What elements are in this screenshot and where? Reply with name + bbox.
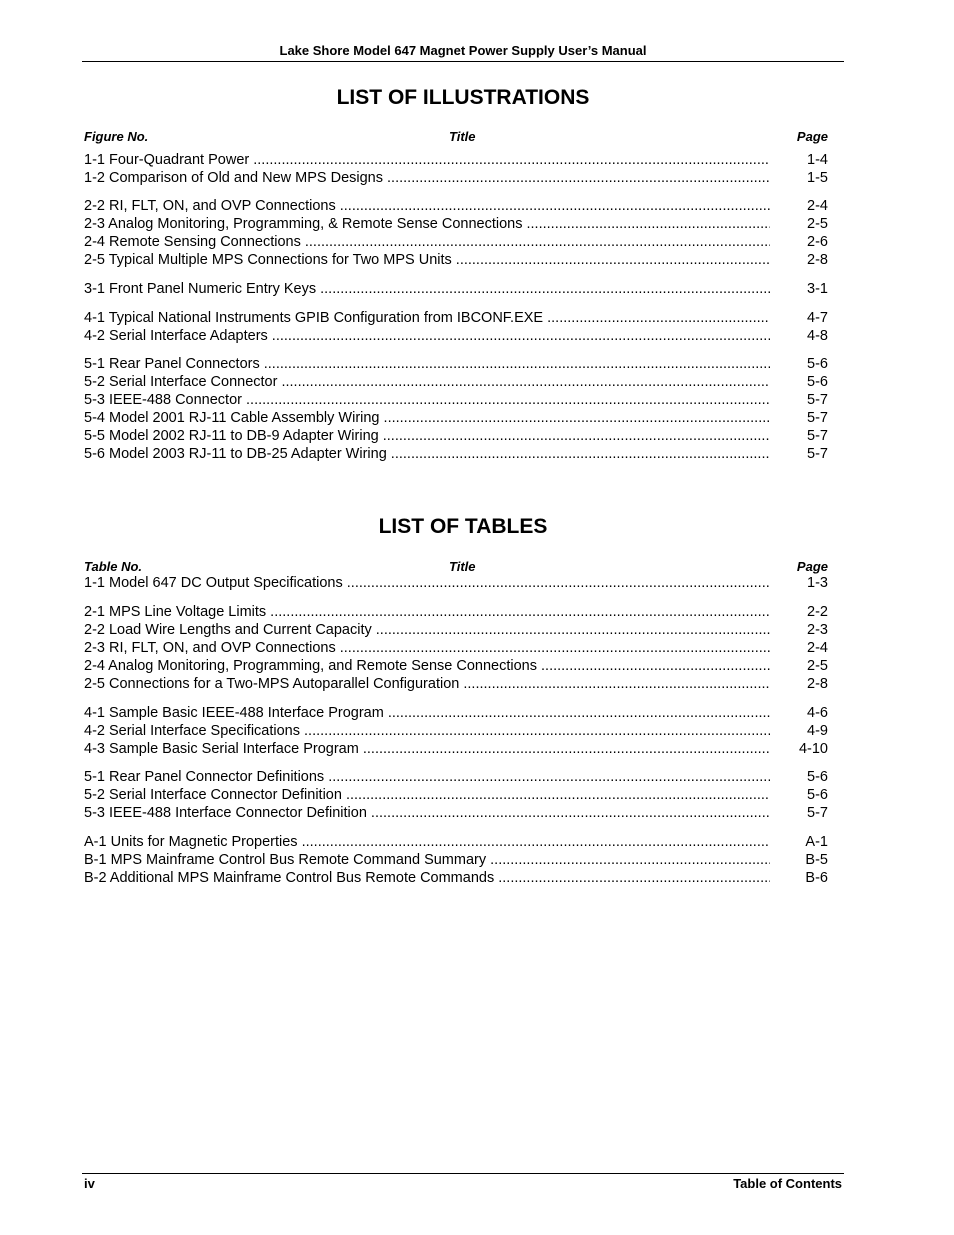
entry-title: 4-2 Serial Interface Adapters ..... xyxy=(84,327,770,345)
entry-title: 4-1 Sample Basic IEEE-488 Interface Program ..... xyxy=(84,704,770,722)
illustration-entry[interactable] xyxy=(84,373,828,391)
illustration-entry[interactable] xyxy=(84,280,828,298)
table-entry[interactable] xyxy=(84,704,828,722)
entry-page: 3-1 xyxy=(807,281,828,297)
table-entry[interactable] xyxy=(84,833,828,851)
entry-title: 2-1 MPS Line Voltage Limits ..... xyxy=(84,603,770,621)
entry-page: 5-6 xyxy=(807,356,828,372)
entry-page: 4-7 xyxy=(807,310,828,326)
running-header: Lake Shore Model 647 Magnet Power Supply User’s Manual xyxy=(279,43,647,58)
entry-page: 2-5 xyxy=(807,658,828,674)
entry-title: 5-3 IEEE-488 Interface Connector Definition ..... xyxy=(84,804,770,822)
table-entry[interactable] xyxy=(84,603,828,621)
entry-page: 5-6 xyxy=(807,374,828,390)
entry-page: 5-7 xyxy=(807,446,828,462)
entry-title: 5-2 Serial Interface Connector ..... xyxy=(84,373,770,391)
entry-page: 2-4 xyxy=(807,640,828,656)
illustration-entry[interactable] xyxy=(84,327,828,345)
entry-title: A-1 Units for Magnetic Properties ..... xyxy=(84,833,770,851)
illustration-entry[interactable] xyxy=(84,169,828,187)
illustration-entry[interactable] xyxy=(84,427,828,445)
entry-page: 1-3 xyxy=(807,575,828,591)
entry-page: 1-4 xyxy=(807,152,828,168)
entry-title: 5-4 Model 2001 RJ-11 Cable Assembly Wiring ..... xyxy=(84,409,770,427)
entry-title: B-2 Additional MPS Mainframe Control Bus Remote Commands ..... xyxy=(84,869,770,887)
entry-page: 5-7 xyxy=(807,428,828,444)
entry-page: 5-6 xyxy=(807,787,828,803)
table-entry[interactable] xyxy=(84,740,828,758)
entry-title: 2-2 Load Wire Lengths and Current Capacity ..... xyxy=(84,621,770,639)
table-entry[interactable] xyxy=(84,786,828,804)
illustrations-heading: LIST OF ILLUSTRATIONS xyxy=(336,86,590,109)
entry-page: 2-8 xyxy=(807,252,828,268)
entry-title: 2-5 Typical Multiple MPS Connections for Two MPS Units ..... xyxy=(84,251,770,269)
illustration-entry[interactable] xyxy=(84,233,828,251)
entry-title: 1-2 Comparison of Old and New MPS Designs ..... xyxy=(84,169,770,187)
entry-title: 1-1 Model 647 DC Output Specifications ..... xyxy=(84,574,770,592)
entry-title: 2-4 Analog Monitoring, Programming, and Remote Sense Connections ..... xyxy=(84,657,770,675)
entry-page: 5-6 xyxy=(807,769,828,785)
footer-page-number: iv xyxy=(84,1176,95,1191)
entry-title: 2-3 Analog Monitoring, Programming, & Remote Sense Connections ..... xyxy=(84,215,770,233)
entry-title: B-1 MPS Mainframe Control Bus Remote Command Summary ..... xyxy=(84,851,770,869)
entry-title: 5-3 IEEE-488 Connector ..... xyxy=(84,391,770,409)
table-entry[interactable] xyxy=(84,851,828,869)
entry-title: 4-1 Typical National Instruments GPIB Configuration from IBCONF.EXE ..... xyxy=(84,309,770,327)
tables-heading: LIST OF TABLES xyxy=(378,515,548,538)
illustration-entry[interactable] xyxy=(84,151,828,169)
table-entry[interactable] xyxy=(84,869,828,887)
tables-page-column-header: Page xyxy=(796,559,828,574)
entry-page: 2-8 xyxy=(807,676,828,692)
entry-page: 1-5 xyxy=(807,170,828,186)
illustration-entry[interactable] xyxy=(84,309,828,327)
entry-title: 5-1 Rear Panel Connector Definitions ..... xyxy=(84,768,770,786)
entry-title: 5-2 Serial Interface Connector Definition ..... xyxy=(84,786,770,804)
entry-page: 2-2 xyxy=(807,604,828,620)
entry-title: 5-1 Rear Panel Connectors ..... xyxy=(84,355,770,373)
table-entry[interactable] xyxy=(84,639,828,657)
entry-title: 1-1 Four-Quadrant Power ..... xyxy=(84,151,770,169)
entry-page: 4-6 xyxy=(807,705,828,721)
footer-rule xyxy=(82,1173,844,1174)
entry-page: 4-9 xyxy=(807,723,828,739)
entry-page: 2-3 xyxy=(807,622,828,638)
entry-page: 4-10 xyxy=(798,741,828,757)
table-entry[interactable] xyxy=(84,574,828,592)
entry-page: 2-4 xyxy=(807,198,828,214)
illustrations-page-column-header: Page xyxy=(796,129,828,144)
illustration-entry[interactable] xyxy=(84,409,828,427)
entry-page: 5-7 xyxy=(807,805,828,821)
table-entry[interactable] xyxy=(84,804,828,822)
entry-title: 3-1 Front Panel Numeric Entry Keys ..... xyxy=(84,280,770,298)
illustration-entry[interactable] xyxy=(84,445,828,463)
header-rule xyxy=(82,61,844,62)
entry-page: 5-7 xyxy=(807,410,828,426)
entry-title: 2-3 RI, FLT, ON, and OVP Connections ..... xyxy=(84,639,770,657)
entry-title: 4-2 Serial Interface Specifications ..... xyxy=(84,722,770,740)
entry-title: 2-2 RI, FLT, ON, and OVP Connections ..... xyxy=(84,197,770,215)
entry-title: 5-5 Model 2002 RJ-11 to DB-9 Adapter Wiring ..... xyxy=(84,427,770,445)
entry-page: 4-8 xyxy=(807,328,828,344)
entry-page: 2-5 xyxy=(807,216,828,232)
entry-title: 5-6 Model 2003 RJ-11 to DB-25 Adapter Wiring ..... xyxy=(84,445,770,463)
table-entry[interactable] xyxy=(84,722,828,740)
figure-number-column-header: Figure No. xyxy=(84,129,149,144)
illustration-entry[interactable] xyxy=(84,215,828,233)
illustration-entry[interactable] xyxy=(84,197,828,215)
table-entry[interactable] xyxy=(84,768,828,786)
illustrations-title-column-header: Title xyxy=(449,129,476,144)
illustration-entry[interactable] xyxy=(84,355,828,373)
entry-page: B-6 xyxy=(805,870,828,886)
table-number-column-header: Table No. xyxy=(84,559,143,574)
illustration-entry[interactable] xyxy=(84,251,828,269)
footer-section-name: Table of Contents xyxy=(733,1176,842,1191)
entry-title: 2-4 Remote Sensing Connections ..... xyxy=(84,233,770,251)
entry-page: B-5 xyxy=(805,852,828,868)
illustration-entry[interactable] xyxy=(84,391,828,409)
table-entry[interactable] xyxy=(84,621,828,639)
entry-title: 2-5 Connections for a Two-MPS Autoparallel Configuration ..... xyxy=(84,675,770,693)
tables-title-column-header: Title xyxy=(449,559,476,574)
entry-page: A-1 xyxy=(805,834,828,850)
entry-title: 4-3 Sample Basic Serial Interface Program ..... xyxy=(84,740,770,758)
table-entry[interactable] xyxy=(84,675,828,693)
table-entry[interactable] xyxy=(84,657,828,675)
entry-page: 5-7 xyxy=(807,392,828,408)
entry-page: 2-6 xyxy=(807,234,828,250)
